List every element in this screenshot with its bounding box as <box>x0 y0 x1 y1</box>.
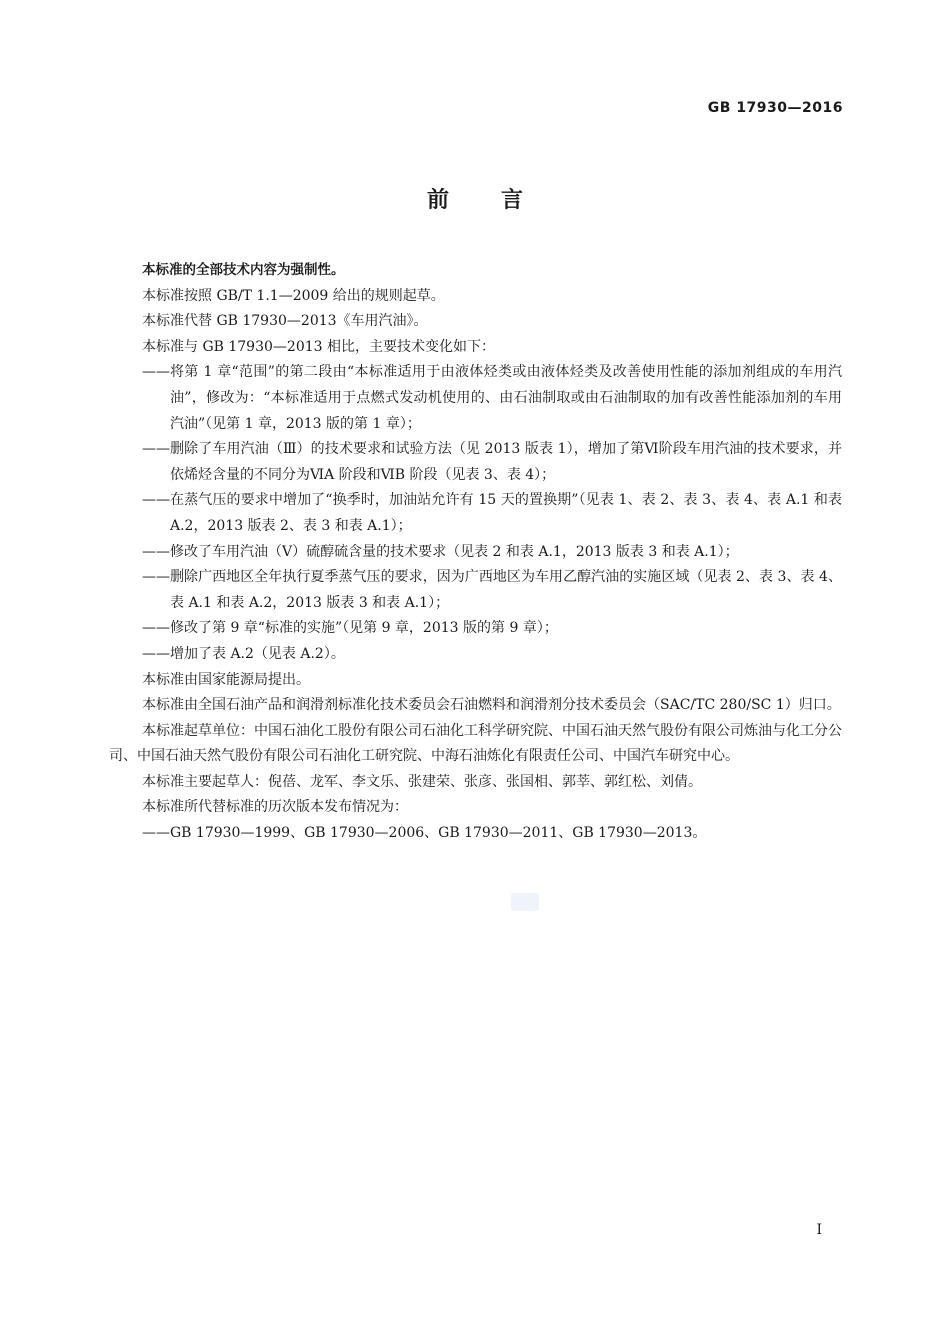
list-dash: —— <box>142 825 170 842</box>
paragraph: 本标准起草单位：中国石油化工股份有限公司石油化工科学研究院、中国石油天然气股份有限公司炼油与化工分公司、中国石油天然气股份有限公司石油化工研究院、中海石油炼化有限责任公司、中国汽车研究中心。 <box>109 722 842 765</box>
history-item <box>109 821 842 847</box>
foreword-body <box>109 258 842 847</box>
standard-code: GB 17930—2016 <box>707 100 843 116</box>
list-item <box>109 488 842 539</box>
list-dash: —— <box>142 441 170 458</box>
page-number: I <box>816 1222 822 1238</box>
list-item <box>109 565 842 616</box>
list-item-text: 在蒸气压的要求中增加了“换季时，加油站允许有 15 天的置换期”（见表 1、表 2、表 3、表 4、表 A.1 和表 A.2，2013 版表 2、表 3 和表 A.1）； <box>170 492 842 534</box>
closing-paragraphs <box>109 668 842 822</box>
paragraph: 本标准按照 GB/T 1.1—2009 给出的规则起草。 <box>142 287 445 304</box>
list-item-text: 修改了第 9 章“标准的实施”（见第 9 章，2013 版的第 9 章）； <box>170 620 558 637</box>
history-text: GB 17930—1999、GB 17930—2006、GB 17930—2011、GB 17930—2013。 <box>170 825 707 842</box>
paragraph: 本标准代替 GB 17930—2013《车用汽油》。 <box>142 313 428 330</box>
list-dash: —— <box>142 364 170 381</box>
list-dash: —— <box>142 543 170 560</box>
sac-watermark-logo <box>511 893 539 911</box>
list-item-text: 将第 1 章“范围”的第二段由“本标准适用于由液体烃类或由液体烃类及改善使用性能的添加剂组成的车用汽油”，修改为：“本标准适用于点燃式发动机使用的、由石油制取或由石油制取的加有改善性能添加剂的车用汽油”（见第 1 章，2013 版的第 1 章）； <box>170 364 842 432</box>
list-item <box>109 437 842 488</box>
paragraph: 本标准与 GB 17930—2013 相比，主要技术变化如下： <box>142 338 495 355</box>
list-item-text: 删除了车用汽油（Ⅲ）的技术要求和试验方法（见 2013 版表 1），增加了第Ⅵ阶段车用汽油的技术要求，并依烯烃含量的不同分为ⅥA 阶段和ⅥB 阶段（见表 3、表 4）； <box>170 441 842 483</box>
paragraph: 本标准由国家能源局提出。 <box>142 671 310 688</box>
history-list <box>109 821 842 847</box>
list-item-text: 增加了表 A.2（见表 A.2）。 <box>170 645 345 662</box>
list-dash: —— <box>142 620 170 637</box>
paragraph: 本标准由全国石油产品和润滑剂标准化技术委员会石油燃料和润滑剂分技术委员会（SAC/TC 280/SC 1）归口。 <box>142 697 841 714</box>
paragraph: 本标准所代替标准的历次版本发布情况为： <box>142 799 408 816</box>
list-item <box>109 616 842 642</box>
list-item-text: 删除广西地区全年执行夏季蒸气压的要求，因为广西地区为车用乙醇汽油的实施区域（见表 2、表 3、表 4、表 A.1 和表 A.2，2013 版表 3 和表 A.1）； <box>170 569 842 611</box>
list-item <box>109 540 842 566</box>
list-dash: —— <box>142 645 170 662</box>
paragraph: 本标准的全部技术内容为强制性。 <box>142 262 345 278</box>
page-title: 前言 <box>426 188 575 213</box>
list-dash: —— <box>142 569 170 586</box>
paragraph: 本标准主要起草人：倪蓓、龙军、李文乐、张建荣、张彦、张国相、郭莘、郭红松、刘倩。 <box>142 773 702 790</box>
intro-paragraphs <box>109 258 842 360</box>
list-item-text: 修改了车用汽油（Ⅴ）硫醇硫含量的技术要求（见表 2 和表 A.1，2013 版表 3 和表 A.1）； <box>170 543 739 560</box>
list-item <box>109 360 842 437</box>
list-dash: —— <box>142 492 170 509</box>
changes-list <box>109 360 842 667</box>
list-item <box>109 642 842 668</box>
